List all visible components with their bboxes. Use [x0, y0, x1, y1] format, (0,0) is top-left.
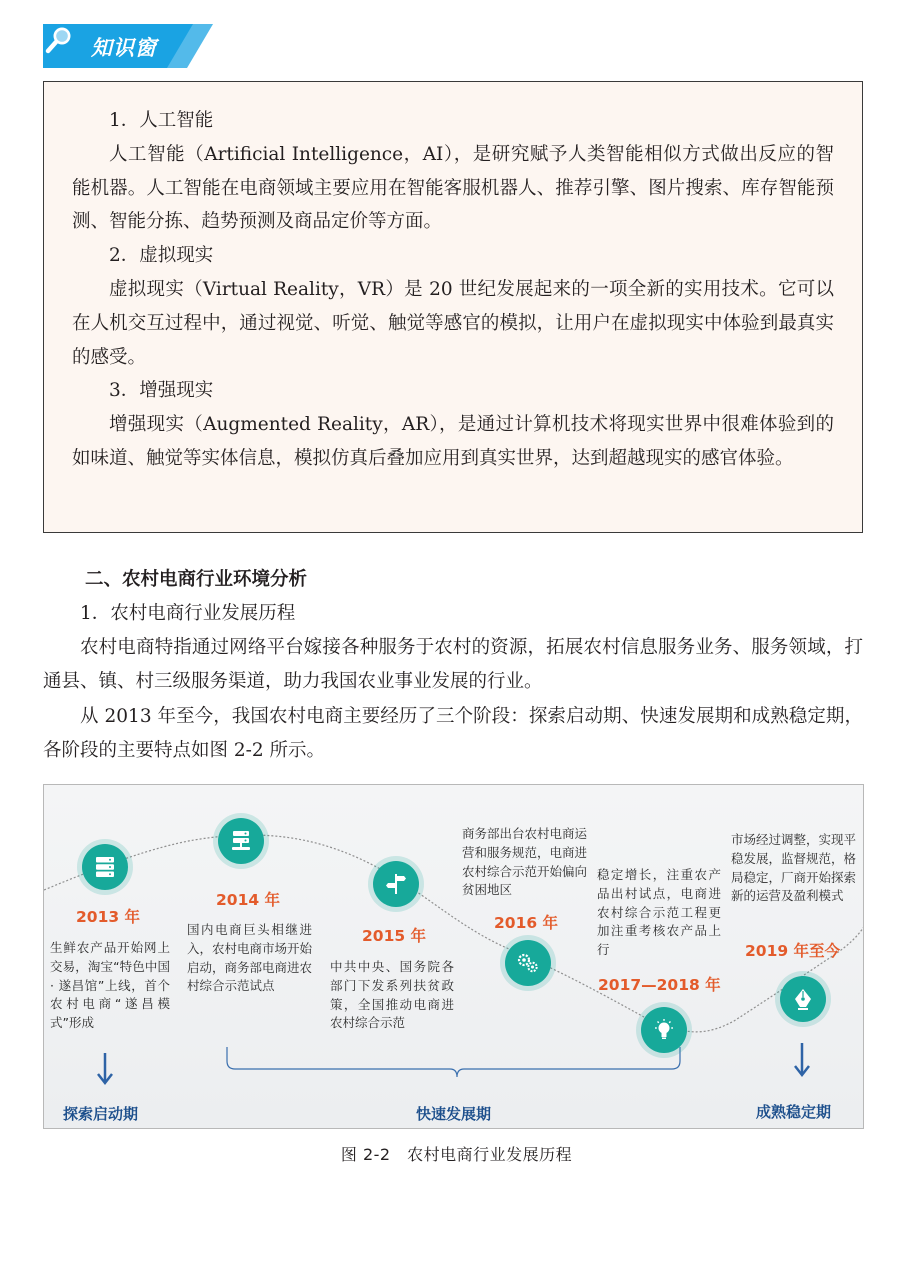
node-2015	[373, 861, 419, 907]
phase-explore: 探索启动期	[63, 1105, 139, 1123]
knowledge-box	[43, 81, 863, 533]
desc-2015: 中共中央、国务院各部门下发系列扶贫政策，全国推动电商进农村综合示范	[330, 959, 454, 1031]
section-title: 二、农村电商行业环境分析	[85, 569, 308, 590]
node-2017-2018	[641, 1007, 687, 1053]
year-2013: 2013 年	[76, 908, 141, 926]
magnifier-icon	[43, 24, 75, 56]
node-2013	[82, 844, 128, 890]
year-2017-2018: 2017—2018 年	[598, 976, 721, 994]
year-2014: 2014 年	[216, 891, 281, 909]
phase-fast-growth: 快速发展期	[416, 1105, 492, 1123]
node-2016	[505, 940, 551, 986]
knowledge-window-banner	[43, 24, 213, 68]
desc-2013: 生鲜农产品开始网上交易，淘宝“特色中国 · 遂昌馆”上线，首个农村电商“遂昌模式”形成	[50, 940, 170, 1031]
signpost-icon	[384, 872, 408, 896]
node-2014	[218, 818, 264, 864]
desc-2016: 商务部出台农村电商运营和服务规范，电商进农村综合示范开始偏向贫困地区	[462, 826, 588, 898]
desc-2017-2018: 稳定增长，注重农产品出村试点，电商进农村综合示范工程更加注重考核农产品上行	[597, 867, 721, 958]
year-2016: 2016 年	[494, 914, 559, 932]
ar-text: 增强现实（Augmented Reality，AR），是通过计算机技术将现实世界中很难体验到的如味道、触觉等实体信息，模拟仿真后叠加应用到真实世界，达到超越现实的感官体验。	[72, 414, 834, 469]
year-2019: 2019 年至今	[745, 942, 841, 960]
desc-2019: 市场经过调整，实现平稳发展，监督规范，格局稳定，厂商开始探索新的运营及盈利模式	[731, 832, 857, 904]
desc-2014: 国内电商巨头相继进入，农村电商市场开始启动，商务部电商进农村综合示范试点	[187, 922, 313, 994]
ai-heading: 1．人工智能	[109, 110, 214, 131]
figure-caption: 图 2-2 农村电商行业发展历程	[340, 1145, 573, 1164]
section-subheading: 1．农村电商行业发展历程	[80, 603, 296, 624]
rural-ecommerce-section	[43, 563, 863, 768]
section-paragraph-2: 从 2013 年至今，我国农村电商主要经历了三个阶段：探索启动期、快速发展期和成熟稳定期，各阶段的主要特点如图 2-2 所示。	[43, 705, 863, 761]
phase-mature: 成熟稳定期	[756, 1103, 832, 1121]
timeline-figure	[43, 784, 864, 1129]
gears-icon	[516, 951, 540, 975]
server-stack-icon	[229, 829, 253, 853]
vr-text: 虚拟现实（Virtual Reality，VR）是 20 世纪发展起来的一项全新的实用技术。它可以在人机交互过程中，通过视觉、听觉、触觉等感官的模拟，让用户在虚拟现实中体验到最真实的感受。	[72, 278, 834, 368]
section-paragraph-1: 农村电商特指通过网络平台嫁接各种服务于农村的资源，拓展农村信息服务业务、服务领域，打通县、镇、村三级服务渠道，助力我国农业事业发展的行业。	[43, 637, 863, 693]
ai-text: 人工智能（Artificial Intelligence，AI），是研究赋予人类智能相似方式做出反应的智能机器。人工智能在电商领域主要应用在智能客服机器人、推荐引擎、图片搜索、库存智能预测、智能分拣、趋势预测及商品定价等方面。	[72, 143, 834, 233]
node-2019	[780, 976, 826, 1022]
year-2015: 2015 年	[362, 927, 427, 945]
banner-title: 知识窗	[91, 36, 157, 60]
ar-heading: 3．增强现实	[109, 380, 214, 402]
pen-icon	[791, 987, 815, 1011]
lightbulb-icon	[652, 1018, 676, 1042]
vr-heading: 2．虚拟现实	[109, 245, 214, 267]
server-icon	[93, 855, 117, 879]
fast-phase-brace	[227, 1047, 680, 1077]
